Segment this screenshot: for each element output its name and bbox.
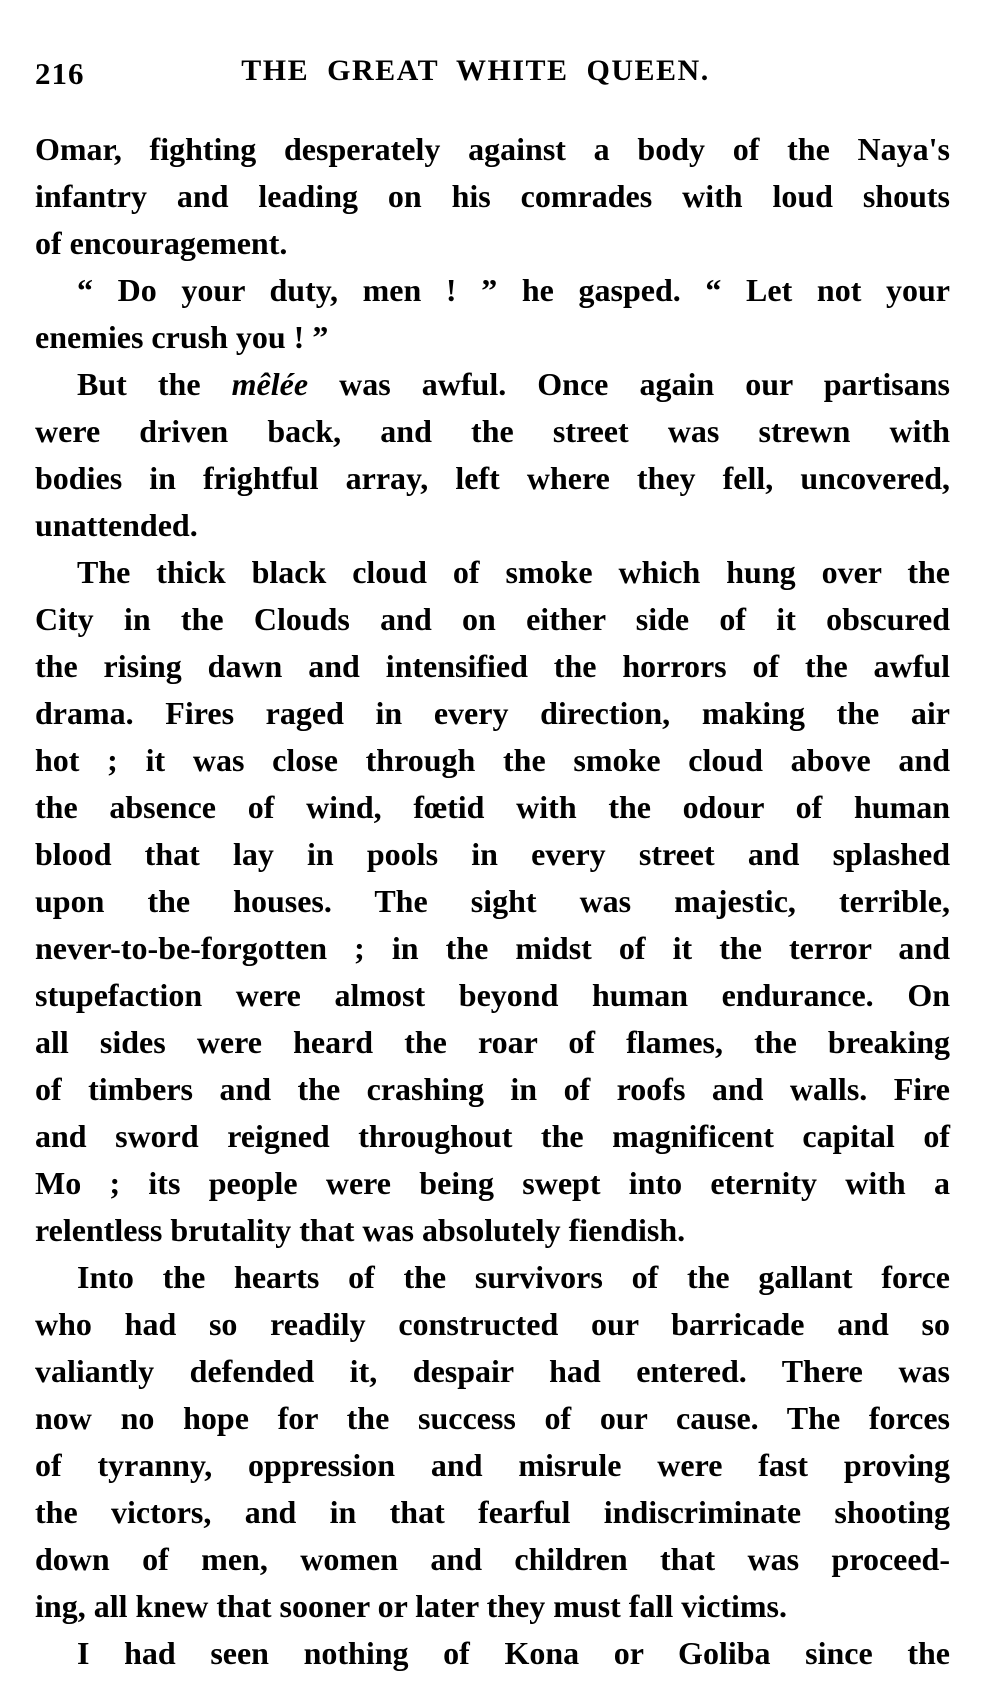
text-line <box>35 361 950 408</box>
text-segment: enemies crush you ! ” <box>35 319 329 355</box>
text-segment: of timbers and the crashing in of roofs and walls. Fire <box>35 1071 950 1107</box>
text-segment: The thick black cloud of smoke which hung over the <box>77 554 950 590</box>
text-segment: ing, all knew that sooner or later they must fall victims. <box>35 1588 787 1624</box>
text-segment: City in the Clouds and on either side of it obscured <box>35 601 950 637</box>
text-segment: hot ; it was close through the smoke cloud above and <box>35 742 950 778</box>
text-line <box>35 314 950 361</box>
text-segment: of tyranny, oppression and misrule were fast proving <box>35 1447 950 1483</box>
text-line <box>35 596 950 643</box>
text-segment: the rising dawn and intensified the horrors of the awful <box>35 648 950 684</box>
italic-text: mêlée <box>231 366 309 402</box>
paragraph <box>35 549 950 1254</box>
text-segment: who had so readily constructed our barricade and so <box>35 1306 950 1342</box>
text-line <box>35 1301 950 1348</box>
text-line <box>35 1583 950 1630</box>
text-segment: all sides were heard the roar of flames, the breaking <box>35 1024 950 1060</box>
text-line <box>35 1630 950 1677</box>
text-line <box>35 502 950 549</box>
text-segment: “ Do your duty, men ! ” he gasped. “ Let not your <box>77 272 950 308</box>
text-segment: were driven back, and the street was strewn with <box>35 413 950 449</box>
text-segment: never-to-be-forgotten ; in the midst of it the terror and <box>35 930 950 966</box>
text-segment: relentless brutality that was absolutely fiendish. <box>35 1212 686 1248</box>
text-segment: the absence of wind, fœtid with the odour of human <box>35 789 950 825</box>
text-line <box>35 784 950 831</box>
text-segment: bodies in frightful array, left where they fell, uncovered, <box>35 460 950 496</box>
text-line <box>35 455 950 502</box>
text-line <box>35 1442 950 1489</box>
text-line <box>35 1395 950 1442</box>
paragraph <box>35 361 950 549</box>
text-line <box>35 690 950 737</box>
text-line <box>35 267 950 314</box>
text-segment: down of men, women and children that was proceed- <box>35 1541 950 1577</box>
text-line <box>35 1160 950 1207</box>
text-segment: and sword reigned throughout the magnificent capital of <box>35 1118 950 1154</box>
text-line <box>35 1489 950 1536</box>
text-segment: infantry and leading on his comrades with loud shouts <box>35 178 950 214</box>
text-line <box>35 126 950 173</box>
text-segment: Into the hearts of the survivors of the gallant force <box>77 1259 950 1295</box>
text-line <box>35 1019 950 1066</box>
page-body <box>35 126 950 1677</box>
text-segment: Mo ; its people were being swept into eternity with a <box>35 1165 950 1201</box>
text-line <box>35 878 950 925</box>
text-line <box>35 737 950 784</box>
text-line <box>35 408 950 455</box>
text-line <box>35 173 950 220</box>
text-segment: unattended. <box>35 507 198 543</box>
text-segment: was awful. Once again our partisans <box>308 366 950 402</box>
text-line <box>35 1536 950 1583</box>
paragraph <box>35 267 950 361</box>
paragraph <box>35 1630 950 1677</box>
text-segment: stupefaction were almost beyond human endurance. On <box>35 977 950 1013</box>
running-title: THE GREAT WHITE QUEEN. <box>241 54 710 87</box>
paragraph <box>35 126 950 267</box>
text-segment: valiantly defended it, despair had entered. There was <box>35 1353 950 1389</box>
text-line <box>35 1254 950 1301</box>
page-number: 216 <box>35 56 85 91</box>
text-line <box>35 972 950 1019</box>
text-line <box>35 549 950 596</box>
text-segment: drama. Fires raged in every direction, making the air <box>35 695 950 731</box>
text-line <box>35 643 950 690</box>
text-segment: now no hope for the success of our cause. The forces <box>35 1400 950 1436</box>
text-segment: of encouragement. <box>35 225 288 261</box>
text-line <box>35 1066 950 1113</box>
text-line <box>35 925 950 972</box>
text-line <box>35 1113 950 1160</box>
text-line <box>35 1207 950 1254</box>
text-segment: Omar, fighting desperately against a body of the Naya's <box>35 131 950 167</box>
text-segment: upon the houses. The sight was majestic, terrible, <box>35 883 950 919</box>
text-line <box>35 831 950 878</box>
text-line <box>35 220 950 267</box>
text-segment: I had seen nothing of Kona or Goliba since the <box>77 1635 950 1671</box>
page-header <box>35 54 950 94</box>
text-line <box>35 1348 950 1395</box>
text-segment: blood that lay in pools in every street and splashed <box>35 836 950 872</box>
text-segment: the victors, and in that fearful indiscriminate shooting <box>35 1494 950 1530</box>
paragraph <box>35 1254 950 1630</box>
text-segment: But the <box>77 366 232 402</box>
